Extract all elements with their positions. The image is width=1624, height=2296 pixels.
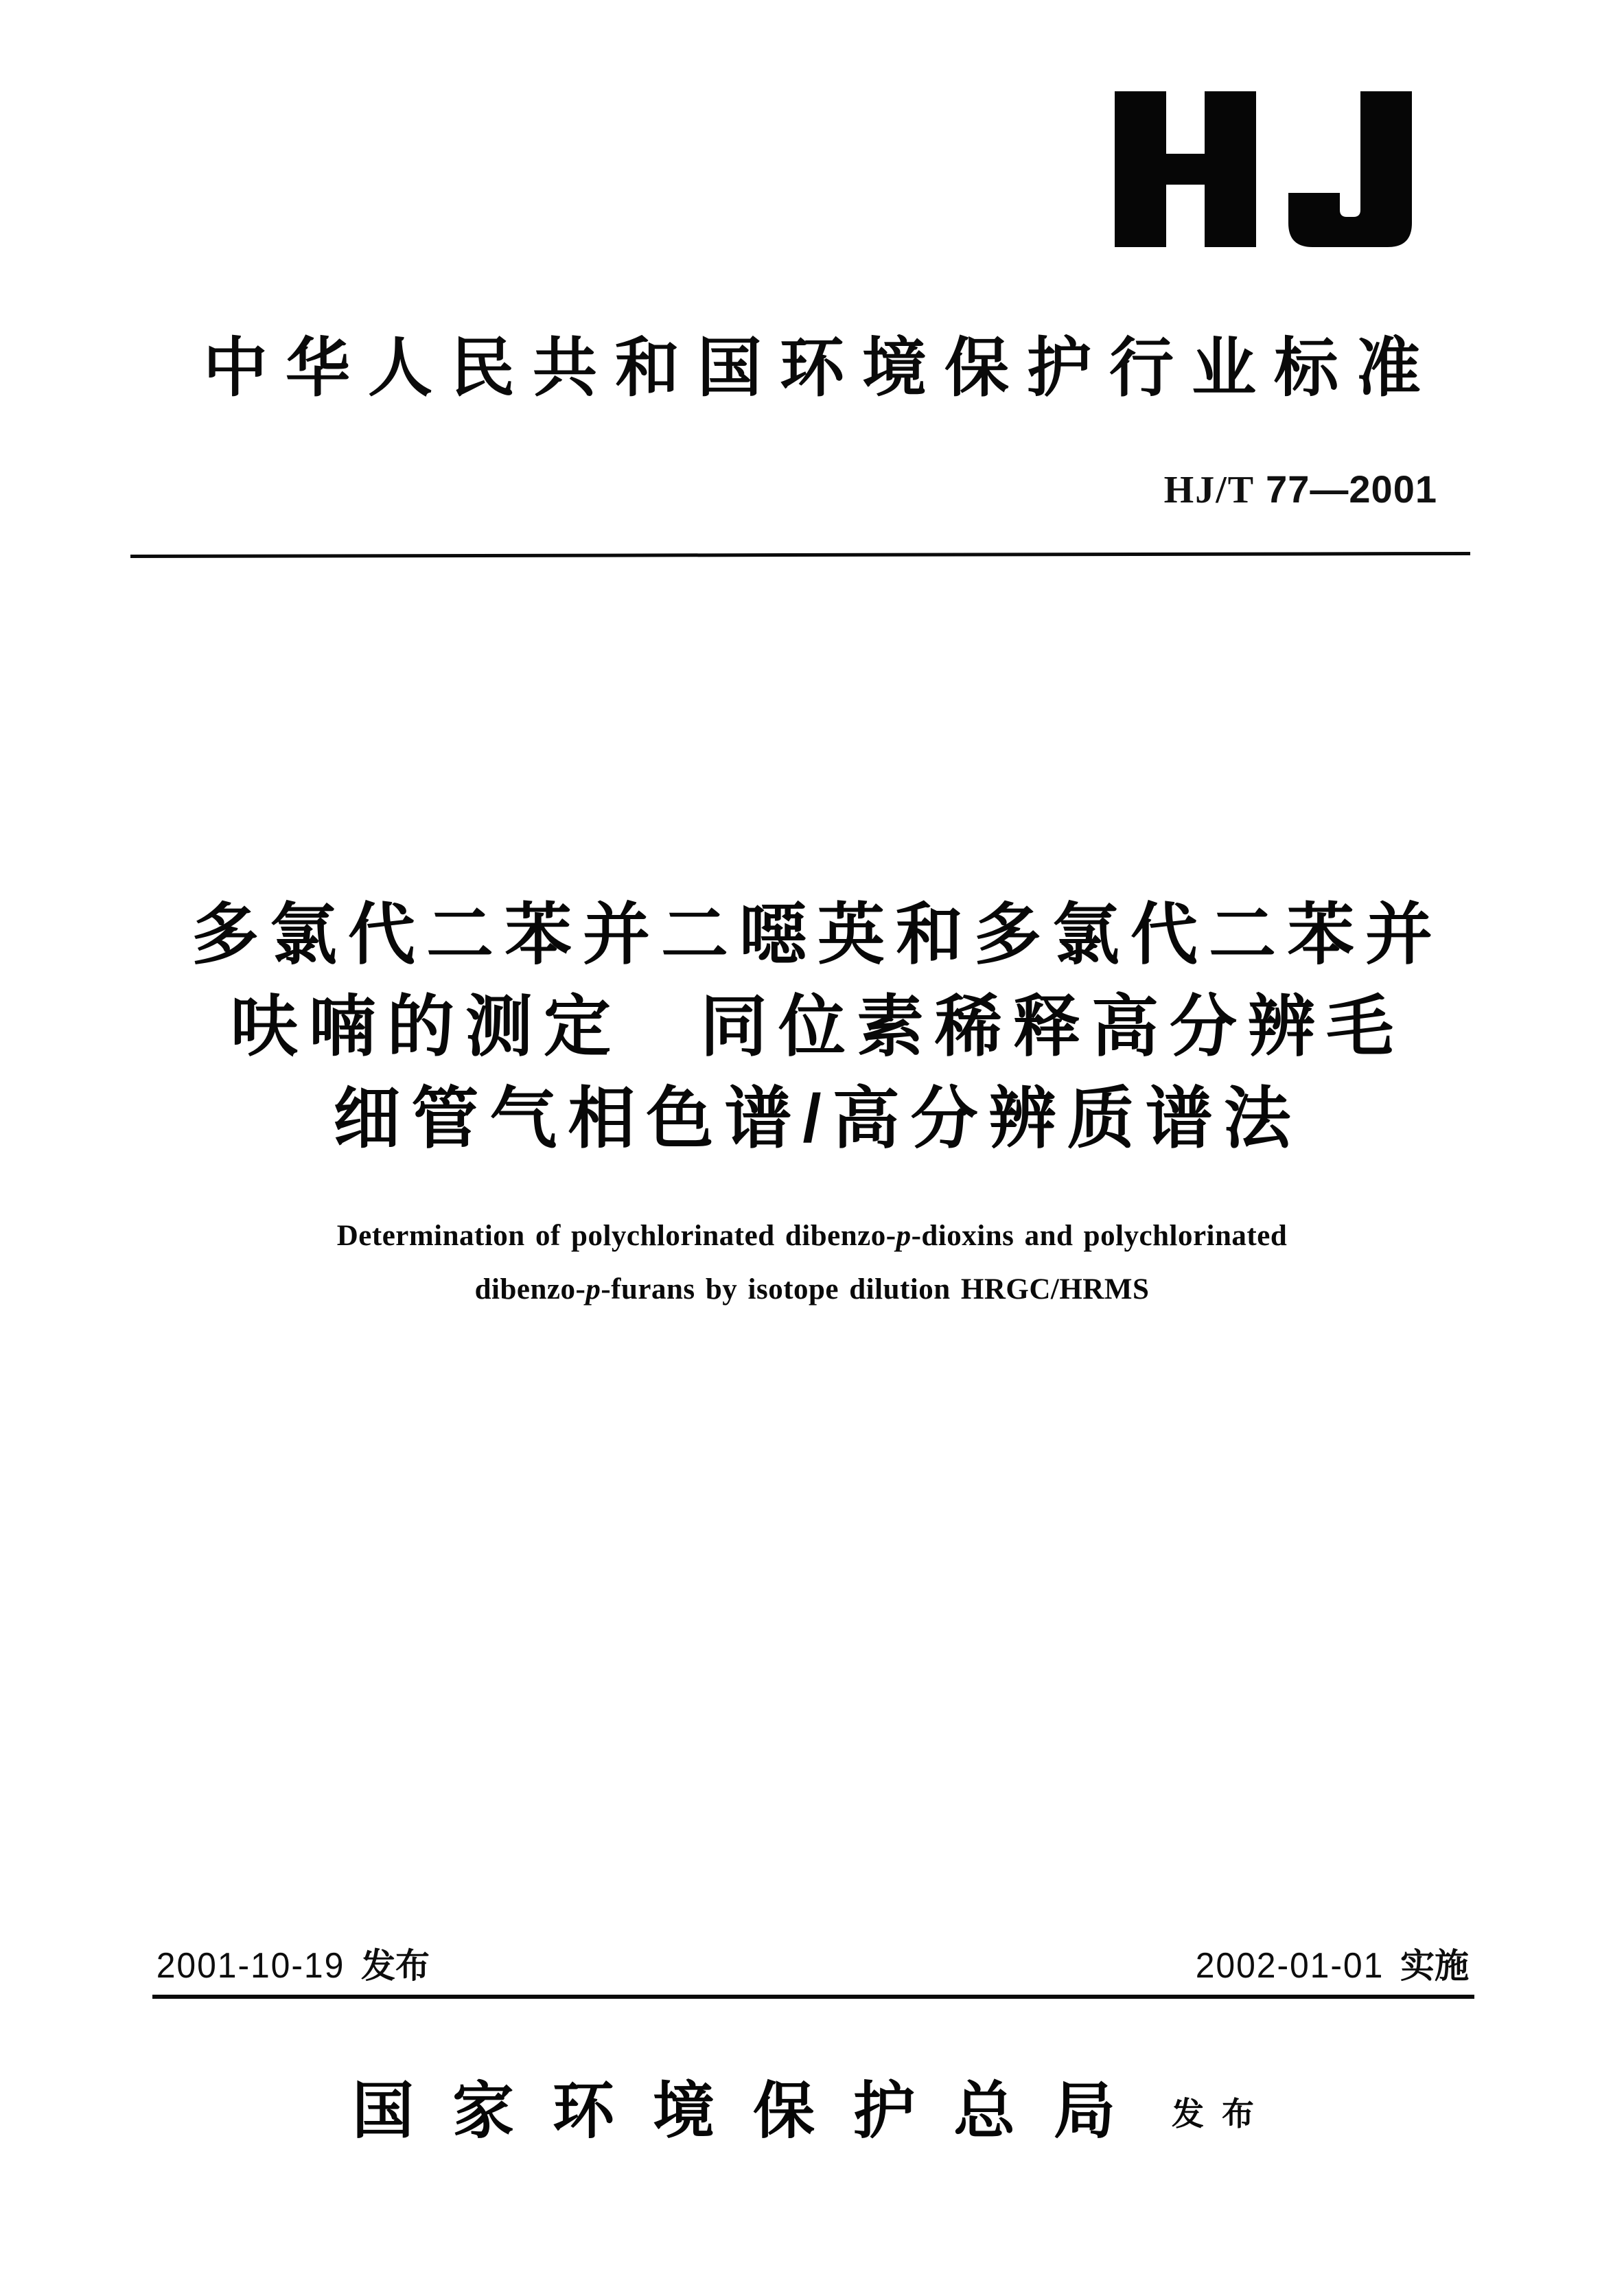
title-en-line-2 <box>0 1263 1624 1317</box>
issue-date-group <box>152 1938 430 1988</box>
title-en-line2-p: p <box>585 1273 601 1306</box>
hj-logo-glyphs <box>1113 90 1413 248</box>
publish-label: 发布 <box>1172 2095 1272 2132</box>
implement-date: 2002-01-01 <box>1195 1946 1384 1986</box>
title-en-line2-post: -furans by isotope dilution HRGC/HRMS <box>601 1273 1150 1306</box>
document-title-en <box>0 1209 1624 1317</box>
issue-date-label: 发布 <box>361 1947 430 1985</box>
footer-divider-line <box>152 1995 1474 1999</box>
title-en-line1-pre: Determination of polychlorinated dibenzo- <box>336 1220 896 1252</box>
title-cn-line-3: 细管气相色谱/高分辨质谱法 <box>333 1080 1302 1156</box>
title-en-line-1 <box>0 1209 1624 1263</box>
title-en-line1-p: p <box>896 1220 912 1252</box>
title-cn-line-2: 呋喃的测定 同位素稀释高分辨毛 <box>230 988 1404 1064</box>
hj-logo <box>1113 90 1413 248</box>
title-en-line2-pre: dibenzo- <box>474 1273 586 1306</box>
implement-date-group <box>1192 1938 1469 1988</box>
dates-row <box>152 1938 1469 1988</box>
standard-number-code: 77—2001 <box>1266 467 1437 511</box>
header-divider-line <box>130 552 1470 558</box>
publisher-row <box>0 2061 1624 2150</box>
title-cn-line-1: 多氯代二苯并二噁英和多氯代二苯并 <box>191 896 1443 972</box>
publisher-name: 国家环境保护总局 <box>352 2078 1154 2146</box>
implement-date-label: 实施 <box>1400 1947 1469 1985</box>
standard-number-prefix: HJ/T <box>1163 469 1255 511</box>
issue-date: 2001-10-19 <box>156 1946 345 1986</box>
standard-type-title: 中华人民共和国环境保护行业标准 <box>202 333 1439 404</box>
title-en-line1-post: -dioxins and polychlorinated <box>911 1220 1288 1252</box>
standard-number <box>1164 467 1437 512</box>
document-title-cn <box>0 888 1624 1164</box>
